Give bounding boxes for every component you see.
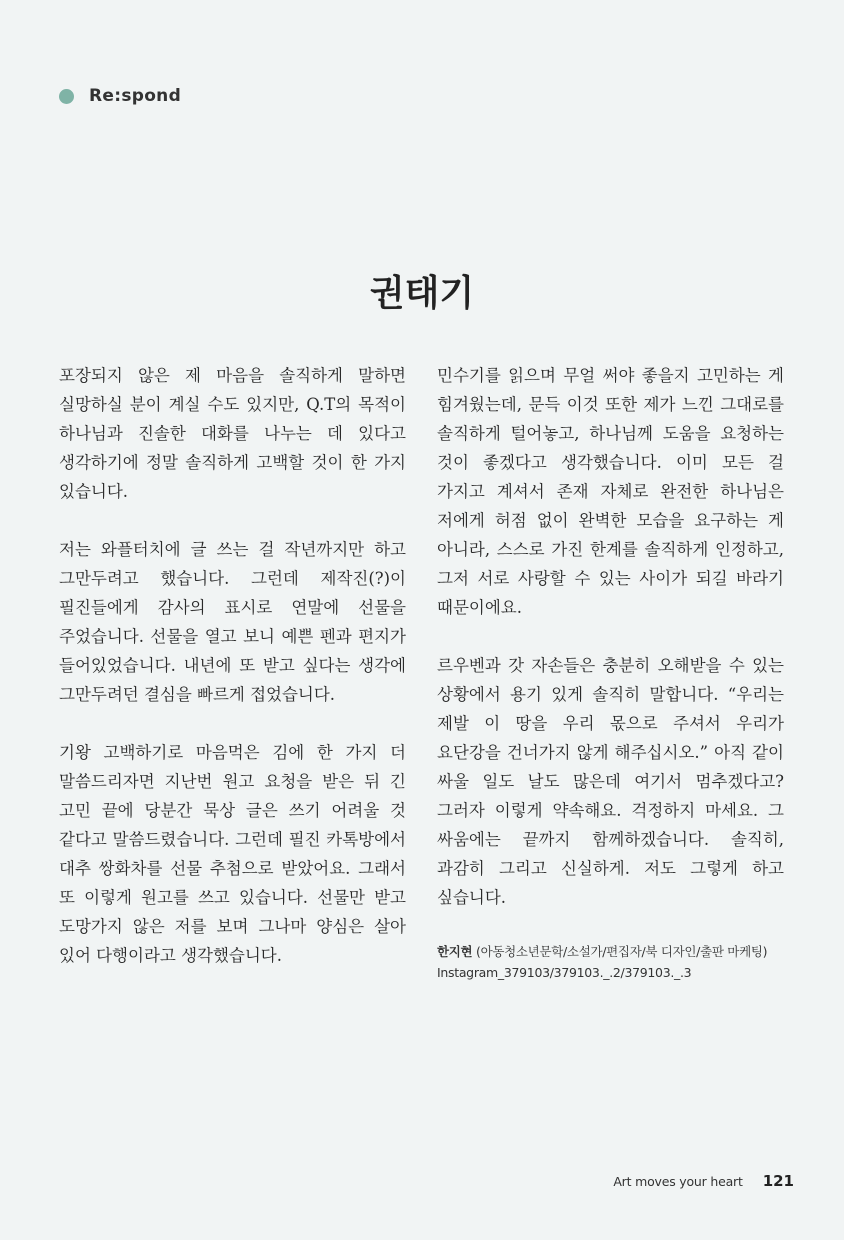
body-paragraph: 기왕 고백하기로 마음먹은 김에 한 가지 더 말씀드리자면 지난번 원고 요청을 받은 뒤 긴 고민 끝에 당분간 묵상 글은 쓰기 어려울 것 같다고 말씀드렸습니다. 그런데 필진 카톡방에서 대추 쌍화차를 선물 추첨으로 받았어요. 그래서 또 이렇게 원고를 쓰고 있습니다. 선물만 받고 도망가지 않은 저를 보며 그나마 양심은 살아 있어 다행이라고 생각했습니다. bbox=[59, 743, 406, 965]
author-line bbox=[437, 941, 784, 962]
section-label: Re:spond bbox=[89, 86, 182, 106]
body-paragraph: 저는 와플터치에 글 쓰는 걸 작년까지만 하고 그만두려고 했습니다. 그런데 제작진(?)이 필진들에게 감사의 표시로 연말에 선물을 주었습니다. 선물을 열고 보니 예쁜 펜과 편지가 들어있었습니다. 내년에 또 받고 싶다는 생각에 그만두려던 결심을 빠르게 접었습니다. bbox=[59, 540, 406, 704]
page-number: 121 bbox=[762, 1172, 794, 1190]
author-roles: (아동청소년문학/소설가/편집자/북 디자인/출판 마케팅) bbox=[472, 944, 768, 959]
body-paragraph: 르우벤과 갓 자손들은 충분히 오해받을 수 있는 상황에서 용기 있게 솔직히 말합니다. “우리는 제발 이 땅을 우리 몫으로 주셔서 우리가 요단강을 건너가지 않게 해주십시오.” 아직 같이 싸울 일도 날도 많은데 여기서 멈추겠다고? 그러자 이렇게 약속해요. 걱정하지 마세요. 그 싸움에는 끝까지 함께하겠습니다. 솔직히, 과감히 그리고 신실하게. 저도 그렇게 하고 싶습니다. bbox=[437, 656, 784, 907]
author-instagram: Instagram_379103/379103._.2/379103._.3 bbox=[437, 965, 692, 980]
author-name: 한지현 bbox=[437, 944, 473, 959]
author-credit bbox=[437, 941, 784, 983]
page-footer bbox=[613, 1172, 794, 1190]
circle-dot-icon bbox=[59, 89, 74, 104]
body-paragraph: 포장되지 않은 제 마음을 솔직하게 말하면 실망하실 분이 계실 수도 있지만, Q.T의 목적이 하나님과 진솔한 대화를 나누는 데 있다고 생각하기에 정말 솔직하게 고백할 것이 한 가지 있습니다. bbox=[59, 366, 406, 501]
body-paragraph: 민수기를 읽으며 무얼 써야 좋을지 고민하는 게 힘겨웠는데, 문득 이것 또한 제가 느낀 그대로를 솔직하게 털어놓고, 하나님께 도움을 요청하는 것이 좋겠다고 생각했습니다. 이미 모든 걸 가지고 계셔서 존재 자체로 완전한 하나님은 저에게 허점 없이 완벽한 모습을 요구하는 게 아니라, 스스로 가진 한계를 솔직하게 인정하고, 그저 서로 사랑할 수 있는 사이가 되길 바라기 때문이에요. bbox=[437, 366, 784, 617]
article-title: 권태기 bbox=[369, 273, 475, 314]
footer-tagline: Art moves your heart bbox=[613, 1174, 743, 1189]
right-column bbox=[437, 361, 784, 983]
section-tag bbox=[59, 86, 181, 106]
left-column bbox=[59, 361, 406, 999]
